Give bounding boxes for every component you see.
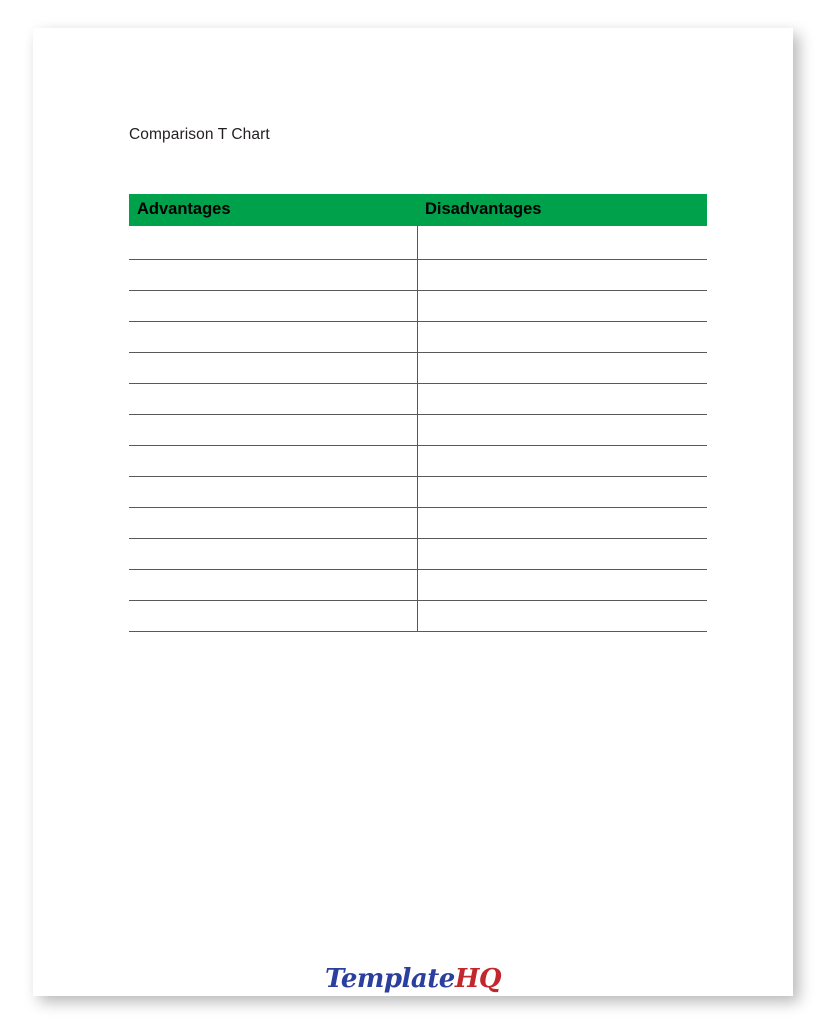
- cell-disadvantages[interactable]: [417, 507, 707, 538]
- cell-disadvantages[interactable]: [417, 321, 707, 352]
- cell-advantages[interactable]: [129, 321, 417, 352]
- brand-logo: [33, 964, 793, 994]
- cell-disadvantages[interactable]: [417, 600, 707, 631]
- table-row: [129, 476, 707, 507]
- cell-advantages[interactable]: [129, 476, 417, 507]
- table-row: [129, 445, 707, 476]
- table-row: [129, 569, 707, 600]
- cell-advantages[interactable]: [129, 290, 417, 321]
- cell-advantages[interactable]: [129, 600, 417, 631]
- cell-disadvantages[interactable]: [417, 290, 707, 321]
- cell-disadvantages[interactable]: [417, 352, 707, 383]
- cell-advantages[interactable]: [129, 569, 417, 600]
- cell-advantages[interactable]: [129, 259, 417, 290]
- cell-advantages[interactable]: [129, 507, 417, 538]
- brand-logo-hq-text: HQ: [454, 964, 502, 994]
- table-row: [129, 383, 707, 414]
- column-header-disadvantages: Disadvantages: [417, 194, 707, 226]
- cell-disadvantages[interactable]: [417, 414, 707, 445]
- document-sheet: [33, 28, 793, 996]
- table-row: [129, 600, 707, 631]
- table-body: [129, 226, 707, 631]
- table-row: [129, 352, 707, 383]
- table-row: [129, 226, 707, 259]
- cell-disadvantages[interactable]: [417, 538, 707, 569]
- cell-advantages[interactable]: [129, 445, 417, 476]
- comparison-t-chart-table: [129, 194, 707, 632]
- brand-logo-template-text: Template: [324, 964, 455, 994]
- table-row: [129, 290, 707, 321]
- cell-disadvantages[interactable]: [417, 226, 707, 259]
- table-header: [129, 194, 707, 226]
- table-row: [129, 538, 707, 569]
- table-row: [129, 414, 707, 445]
- cell-advantages[interactable]: [129, 352, 417, 383]
- column-header-advantages: Advantages: [129, 194, 417, 226]
- cell-disadvantages[interactable]: [417, 445, 707, 476]
- cell-disadvantages[interactable]: [417, 476, 707, 507]
- table-row: [129, 321, 707, 352]
- page-title: Comparison T Chart: [129, 126, 270, 143]
- table-row: [129, 259, 707, 290]
- cell-advantages[interactable]: [129, 383, 417, 414]
- table-header-row: [129, 194, 707, 226]
- cell-advantages[interactable]: [129, 414, 417, 445]
- table-row: [129, 507, 707, 538]
- cell-disadvantages[interactable]: [417, 569, 707, 600]
- cell-advantages[interactable]: [129, 226, 417, 259]
- cell-disadvantages[interactable]: [417, 259, 707, 290]
- cell-advantages[interactable]: [129, 538, 417, 569]
- cell-disadvantages[interactable]: [417, 383, 707, 414]
